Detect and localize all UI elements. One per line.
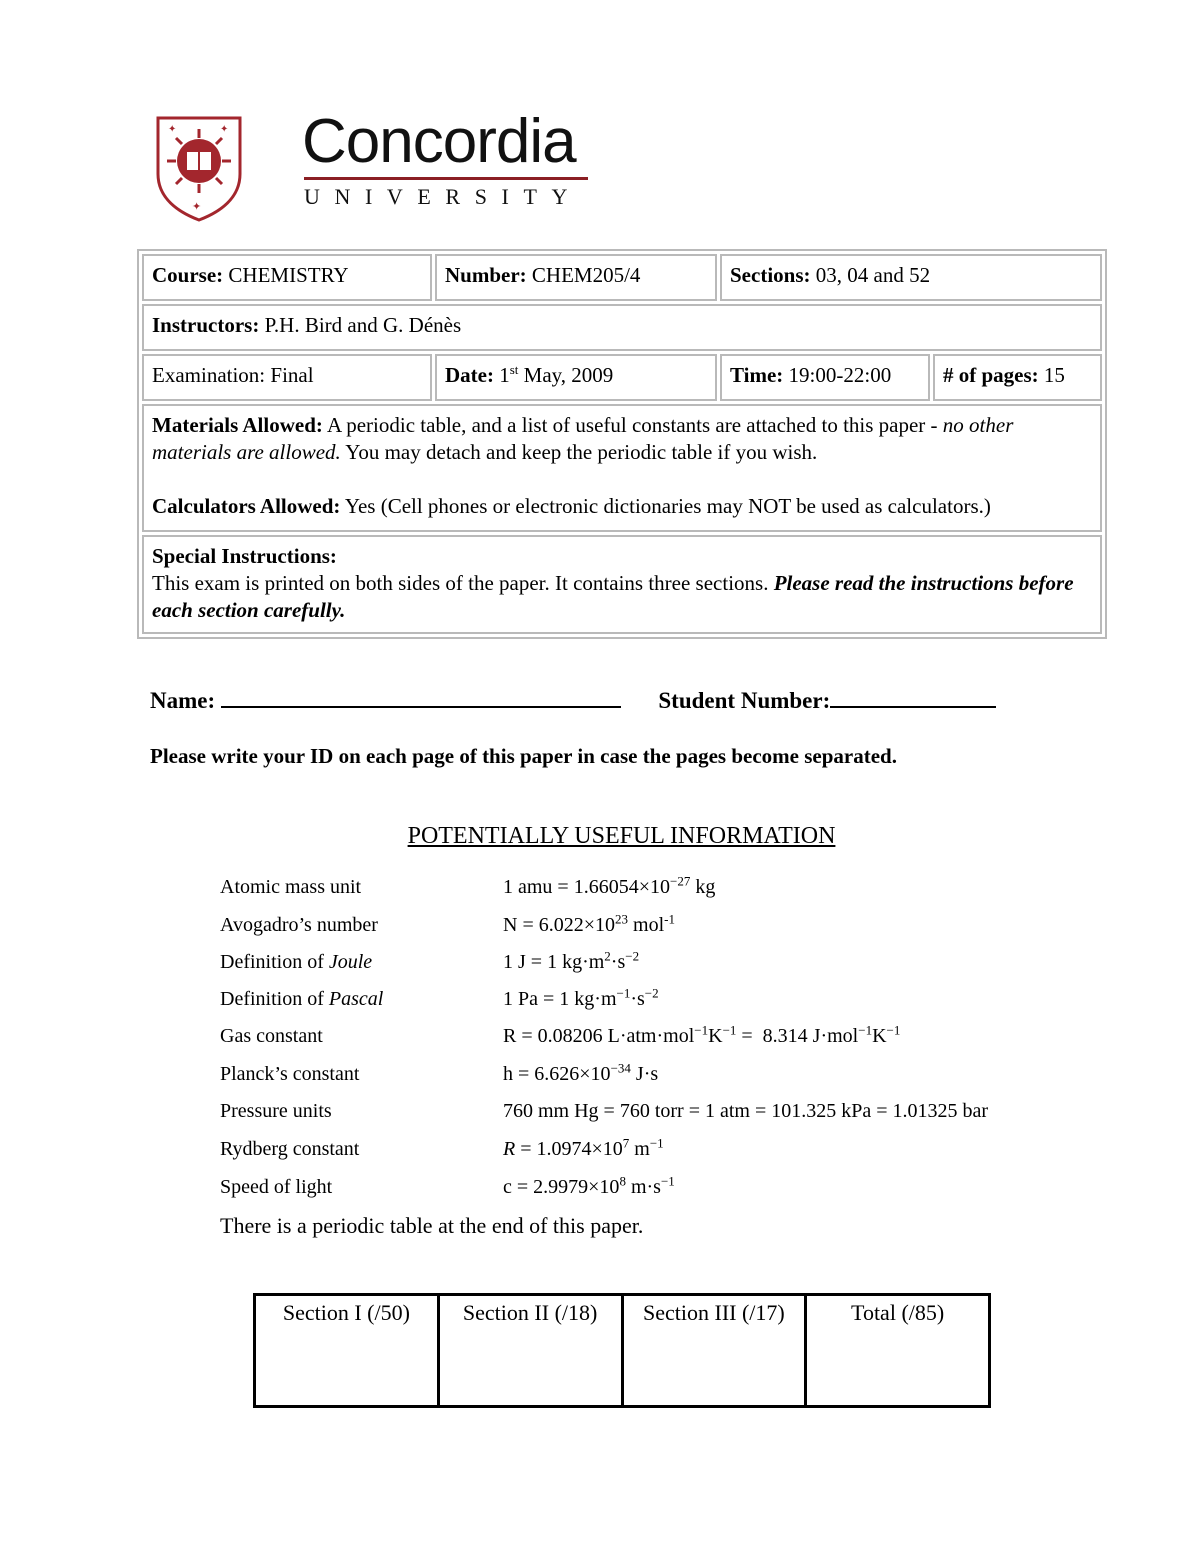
materials-text2: You may detach and keep the periodic table if you wish.: [345, 440, 818, 464]
constant-value: $N = 6.022\times 10^{23}$ mol$^{-1}$: [503, 911, 675, 936]
date-cell: [435, 354, 717, 401]
score-cell-section-1[interactable]: [255, 1295, 439, 1407]
course-cell: [142, 254, 432, 301]
score-cell-section-3[interactable]: [622, 1295, 806, 1407]
sections-value: 03, 04 and 52: [815, 263, 931, 287]
materials-cell: [142, 404, 1102, 532]
constant-value: $h = 6.626\times 10^{-34}$ J·s: [503, 1060, 659, 1085]
wordmark-rule: [304, 177, 588, 180]
number-cell: [435, 254, 717, 301]
time-cell: [720, 354, 930, 401]
score-header: Section I (/50): [282, 1300, 410, 1325]
instructors-label: Instructors:: [152, 313, 260, 337]
calculators-paragraph: [152, 493, 1092, 520]
university-subtitle: UNIVERSITY: [304, 184, 582, 209]
special-emphasis: Please read the instructions before each section carefully.: [152, 571, 1074, 622]
name-label: Name:: [150, 688, 216, 713]
number-label: Number:: [445, 263, 527, 287]
date-suffix: st: [509, 362, 519, 377]
materials-paragraph: [152, 412, 1092, 466]
materials-text: A periodic table, and a list of useful constants are attached to this paper -: [326, 413, 938, 437]
special-label: Special Instructions:: [152, 544, 337, 568]
constant-name: Atomic mass unit: [220, 876, 362, 898]
calculators-text: Yes (Cell phones or electronic dictionaries may NOT be used as calculators.): [344, 494, 991, 518]
score-cell-total[interactable]: [806, 1295, 990, 1407]
calculators-label: Calculators Allowed:: [152, 494, 341, 518]
name-blank[interactable]: [221, 686, 621, 708]
constant-name: Planck’s constant: [220, 1063, 360, 1085]
date-rest: May, 2009: [523, 363, 614, 387]
constant-name: Definition of Pascal: [220, 988, 384, 1010]
student-number-label: Student Number:: [658, 688, 831, 713]
time-label: Time:: [730, 363, 784, 387]
id-note: Please write your ID on each page of this paper in case the pages become separated.: [150, 744, 897, 768]
constant-value: 1 J = 1 $kg\cdot m^2\cdot s^{-2}$: [503, 948, 640, 973]
date-label: Date:: [445, 363, 494, 387]
score-header: Section II (/18): [462, 1300, 598, 1325]
instructors-cell: [142, 304, 1102, 351]
svg-text:✦: ✦: [192, 200, 202, 213]
constant-value: 1 amu = $1.66054\times 10^{-27}$ kg: [503, 873, 716, 898]
course-value: CHEMISTRY: [228, 263, 349, 287]
student-number-blank[interactable]: [830, 686, 996, 708]
examination-cell: [142, 354, 432, 401]
university-logo: [150, 107, 610, 225]
score-header: Total (/85): [851, 1300, 945, 1325]
constant-value: R = 0.08206 $L\cdot atm\cdot mol^{-1}K^{-1} = 8.314$ $J\cdot mol^{-1}K^{-1}$: [503, 1022, 901, 1047]
name-line: [150, 686, 996, 714]
periodic-table-note: There is a periodic table at the end of this paper.: [220, 1213, 644, 1238]
pages-label: # of pages:: [943, 363, 1039, 387]
materials-label: Materials Allowed:: [152, 413, 323, 437]
constant-value: $R = 1.0974\times 10^7$ $m^{-1}$: [503, 1135, 664, 1160]
sections-label: Sections:: [730, 263, 811, 287]
materials-italic: no other materials are allowed.: [152, 413, 1014, 464]
constant-value: 1 Pa = 1 $kg\cdot m^{-1}\cdot s^{-2}$: [503, 985, 659, 1010]
constant-name: Avogadro’s number: [220, 914, 378, 936]
constant-name: Definition of Joule: [220, 951, 373, 973]
instructors-value: P.H. Bird and G. Dénès: [264, 313, 462, 337]
examination-text: Examination: Final: [152, 363, 314, 387]
svg-text:✦: ✦: [220, 124, 229, 135]
score-table: [253, 1293, 991, 1408]
date-day: 1: [499, 363, 510, 387]
constant-name: Speed of light: [220, 1176, 333, 1198]
course-label: Course:: [152, 263, 224, 287]
score-cell-section-2[interactable]: [438, 1295, 622, 1407]
constant-value: 760 mm Hg = 760 torr = 1 atm = 101.325 kPa = 1.01325 bar: [503, 1100, 989, 1122]
constant-value: $c = 2.9979\times 10^8$ $m\cdot s^{-1}$: [503, 1173, 675, 1198]
sections-cell: [720, 254, 1102, 301]
exam-info-table: [137, 249, 1107, 639]
svg-text:✦: ✦: [168, 124, 177, 135]
constant-name: Rydberg constant: [220, 1138, 360, 1160]
score-header: Section III (/17): [643, 1300, 785, 1325]
shield-crest-icon: [154, 114, 244, 222]
pages-value: 15: [1043, 363, 1065, 387]
special-text: This exam is printed on both sides of the paper. It contains three sections.: [152, 571, 769, 595]
university-wordmark: Concordia: [302, 107, 576, 176]
useful-info-title: POTENTIALLY USEFUL INFORMATION: [407, 823, 836, 849]
time-value: 19:00-22:00: [788, 363, 892, 387]
special-instructions-cell: [142, 535, 1102, 634]
constant-name: Pressure units: [220, 1100, 332, 1122]
constant-name: Gas constant: [220, 1025, 323, 1047]
number-value: CHEM205/4: [531, 263, 641, 287]
pages-cell: [933, 354, 1102, 401]
